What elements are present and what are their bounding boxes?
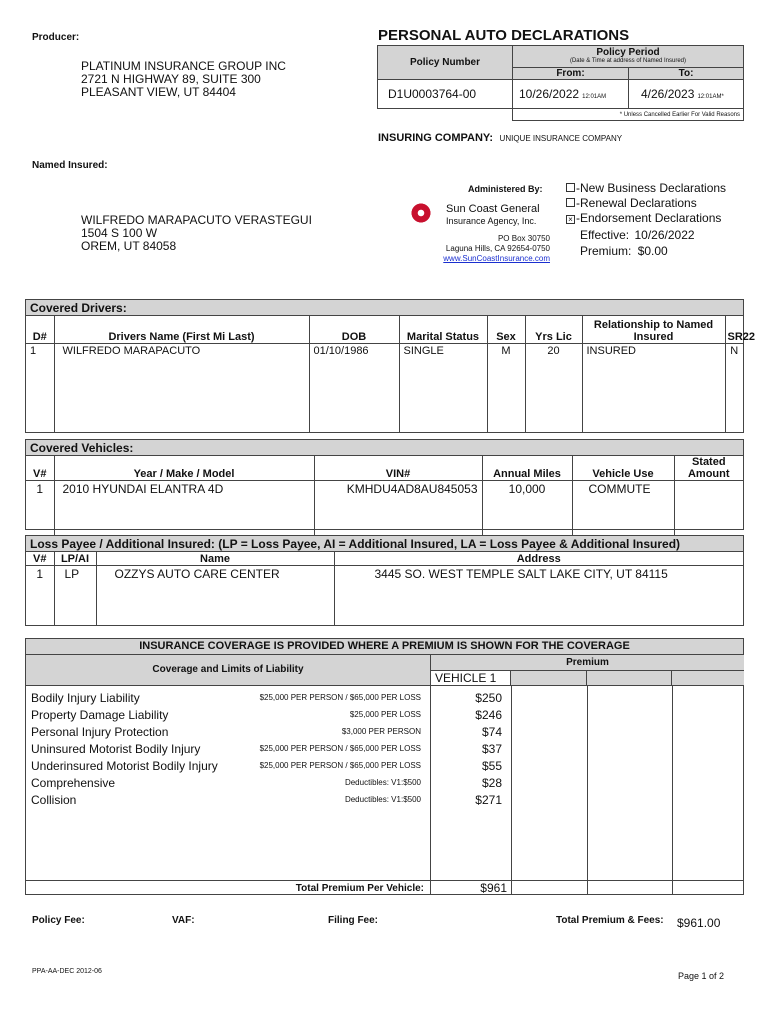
vehicles-header-cell: V# — [26, 456, 54, 481]
vehicle-2-header — [511, 671, 587, 685]
loss-payee-table — [26, 552, 743, 625]
coverage-row — [26, 740, 506, 757]
insured-address1: 1504 S 100 W — [81, 226, 158, 240]
covered-drivers-title: Covered Drivers: — [26, 300, 743, 316]
vehicle-3-header — [587, 671, 672, 685]
administered-by-label: Administered By: — [468, 184, 543, 194]
loss-payee-section — [25, 535, 744, 626]
producer-address2: PLEASANT VIEW, UT 84404 — [81, 85, 236, 99]
to-header: To: — [629, 68, 744, 80]
producer-address1: 2721 N HIGHWAY 89, SUITE 300 — [81, 72, 261, 86]
suncoast-logo — [410, 202, 432, 229]
form-number: PPA-AA-DEC 2012-06 — [32, 968, 102, 975]
coverage-limit: $3,000 PER PERSON — [341, 727, 421, 736]
covered-vehicles-title: Covered Vehicles: — [26, 440, 743, 456]
admin-city: Laguna Hills, CA 92654-0750 — [445, 244, 550, 253]
admin-name-line1: Sun Coast General — [446, 203, 540, 215]
coverage-limit: $25,000 PER PERSON / $65,000 PER LOSS — [259, 693, 421, 702]
covered-vehicles-section — [25, 439, 744, 530]
to-time: 12:01AM* — [697, 94, 724, 100]
vehicle-columns-header — [431, 671, 744, 685]
effective-label: Effective: — [580, 228, 630, 242]
from-header: From: — [513, 68, 629, 80]
premium-row — [580, 243, 695, 259]
coverage-row — [26, 706, 506, 723]
vehicle-1-header: VEHICLE 1 — [431, 671, 511, 685]
vehicles-header-cell: Vehicle Use — [572, 456, 674, 481]
coverage-name: Comprehensive — [31, 775, 116, 790]
policy-footnote: * Unless Cancelled Earlier For Valid Reasons — [513, 109, 744, 121]
from-time: 12:01AM — [582, 94, 607, 100]
checked-checkbox-icon: × — [566, 215, 575, 224]
coverage-limits-header: Coverage and Limits of Liability — [26, 655, 430, 686]
declaration-type-label: -Endorsement Declarations — [576, 211, 722, 225]
vaf-label: VAF: — [172, 915, 195, 926]
policy-period-header — [513, 46, 744, 68]
page-number: Page 1 of 2 — [678, 971, 725, 981]
lp-cell: 3445 SO. WEST TEMPLE SALT LAKE CITY, UT 84115 — [374, 566, 668, 581]
vehicles-cell: KMHDU4AD8AU845053 — [314, 481, 482, 540]
lp-cell: LP — [54, 565, 96, 625]
drivers-table — [26, 316, 756, 432]
drivers-header-cell: Drivers Name (First Mi Last) — [54, 316, 309, 343]
lp-header-cell: Address — [334, 552, 743, 565]
lp-cell: OZZYS AUTO CARE CENTER — [96, 565, 334, 625]
premium-label: Premium: — [580, 244, 632, 258]
coverage-limit: Deductibles: V1:$500 — [344, 795, 421, 804]
policy-to — [629, 80, 744, 109]
drivers-cell: WILFREDO MARAPACUTO — [54, 343, 309, 432]
policy-from — [513, 80, 629, 109]
page-title: PERSONAL AUTO DECLARATIONS — [378, 27, 630, 44]
drivers-header-cell: Yrs Lic — [525, 316, 582, 343]
admin-name-line2: Insurance Agency, Inc. — [446, 216, 537, 226]
coverage-premium: $250 — [475, 690, 502, 705]
admin-website-link[interactable]: www.SunCoastInsurance.com — [443, 254, 550, 263]
coverage-premium: $74 — [481, 724, 502, 739]
producer-name: PLATINUM INSURANCE GROUP INC — [81, 59, 286, 73]
drivers-cell: 20 — [525, 343, 582, 432]
insured-address2: OREM, UT 84058 — [81, 239, 177, 253]
lp-cell: 1 — [26, 565, 54, 625]
coverage-premium: $271 — [475, 792, 502, 807]
vehicles-header-cell: Annual Miles — [482, 456, 572, 481]
declaration-type-item — [566, 211, 726, 226]
drivers-row — [26, 343, 743, 432]
drivers-header-cell: Relationship to Named Insured — [582, 316, 725, 343]
vehicles-cell — [674, 481, 743, 540]
to-date: 4/26/2023 — [641, 87, 695, 101]
coverage-premium: $28 — [481, 775, 502, 790]
declaration-type-item — [566, 196, 726, 211]
col-divider — [672, 686, 673, 895]
drivers-header-cell: DOB — [309, 316, 399, 343]
loss-payee-title: Loss Payee / Additional Insured: (LP = Loss Payee, AI = Additional Insured, LA = Loss Payee & Additional Insured) — [26, 536, 743, 552]
producer-block — [81, 60, 286, 99]
drivers-cell: 01/10/1986 — [309, 343, 399, 432]
from-date: 10/26/2022 — [519, 87, 580, 101]
vehicles-row — [26, 481, 743, 540]
coverage-name: Bodily Injury Liability — [31, 690, 140, 705]
insuring-company-label: INSURING COMPANY: — [378, 132, 494, 144]
vehicles-cell: 10,000 — [482, 481, 572, 540]
vehicles-cell: 2010 HYUNDAI ELANTRA 4D — [54, 481, 314, 540]
vehicles-header-cell: Stated Amount — [674, 456, 743, 481]
coverage-limit: Deductibles: V1:$500 — [344, 778, 421, 787]
producer-label: Producer: — [32, 32, 80, 43]
col-divider — [511, 686, 512, 895]
col-divider — [587, 686, 588, 895]
vehicles-header-cell: Year / Make / Model — [54, 456, 314, 481]
insuring-company — [378, 128, 622, 146]
coverage-limit: $25,000 PER LOSS — [349, 710, 421, 719]
coverage-premium: $55 — [481, 758, 502, 773]
vehicles-header-row — [26, 456, 743, 481]
policy-period-note: (Date & Time at address of Named Insured) — [569, 58, 687, 64]
insuring-company-value: UNIQUE INSURANCE COMPANY — [499, 134, 623, 143]
total-fees-value: $961.00 — [677, 916, 721, 930]
drivers-cell: INSURED — [582, 343, 725, 432]
declaration-type-label: -New Business Declarations — [576, 181, 727, 195]
coverage-limit: $25,000 PER PERSON / $65,000 PER LOSS — [259, 761, 421, 770]
coverage-row — [26, 757, 506, 774]
policy-fee-label: Policy Fee: — [32, 915, 85, 926]
lp-header-cell: LP/AI — [54, 552, 96, 565]
total-fees-label: Total Premium & Fees: — [556, 915, 664, 926]
coverage-banner: INSURANCE COVERAGE IS PROVIDED WHERE A PREMIUM IS SHOWN FOR THE COVERAGE — [26, 639, 743, 655]
drivers-cell: M — [487, 343, 525, 432]
policy-period-label: Policy Period — [596, 47, 660, 58]
coverage-row — [26, 723, 506, 740]
coverage-premium: $37 — [481, 741, 502, 756]
admin-address — [420, 234, 550, 264]
coverage-name: Property Damage Liability — [31, 707, 169, 722]
coverage-name: Personal Injury Protection — [31, 724, 169, 739]
declaration-types — [566, 181, 726, 226]
total-per-vehicle-value: $961 — [480, 881, 507, 895]
coverage-row — [26, 791, 506, 808]
drivers-header-cell: SR22 — [725, 316, 743, 343]
named-insured-block — [81, 214, 312, 253]
coverage-row — [26, 774, 506, 791]
policy-info-table — [377, 45, 744, 121]
filing-fee-label: Filing Fee: — [328, 915, 378, 926]
coverage-limit: $25,000 PER PERSON / $65,000 PER LOSS — [259, 744, 421, 753]
effective-premium — [580, 227, 695, 259]
lp-row — [26, 565, 743, 625]
vehicles-cell: COMMUTE — [572, 481, 674, 540]
drivers-header-cell: D# — [26, 316, 54, 343]
premium-value: $0.00 — [637, 244, 668, 258]
policy-number: D1U0003764-00 — [378, 80, 513, 109]
coverage-name: Underinsured Motorist Bodily Injury — [31, 758, 218, 773]
drivers-cell: N — [730, 344, 739, 357]
declaration-type-label: -Renewal Declarations — [576, 196, 697, 210]
drivers-cell: SINGLE — [399, 343, 487, 432]
admin-pobox: PO Box 30750 — [497, 234, 550, 243]
premium-header: Premium — [431, 655, 744, 671]
lp-header-cell: V# — [26, 552, 54, 565]
covered-drivers-section — [25, 299, 756, 433]
coverage-premium: $246 — [475, 707, 502, 722]
total-per-vehicle-label: Total Premium Per Vehicle: — [295, 883, 424, 894]
coverage-section — [25, 638, 744, 895]
declaration-type-item — [566, 181, 726, 196]
checkbox-icon — [566, 198, 575, 207]
policy-number-header: Policy Number — [378, 46, 513, 80]
lp-header-cell: Name — [96, 552, 334, 565]
effective-row — [580, 227, 695, 243]
coverage-row — [26, 689, 506, 706]
coverage-name: Collision — [31, 792, 77, 807]
drivers-header-cell: Marital Status — [399, 316, 487, 343]
coverage-name: Uninsured Motorist Bodily Injury — [31, 741, 201, 756]
loss-payee-header-row — [26, 552, 743, 565]
total-row-divider — [26, 880, 744, 881]
vehicles-table — [26, 456, 743, 540]
coverage-list — [26, 689, 506, 808]
admin-name — [446, 203, 540, 227]
vehicles-header-cell: VIN# — [314, 456, 482, 481]
insured-name: WILFREDO MARAPACUTO VERASTEGUI — [81, 213, 312, 227]
sun-logo-icon — [410, 202, 432, 224]
premium-header-block — [430, 655, 744, 686]
checkbox-icon — [566, 183, 575, 192]
drivers-header-row — [26, 316, 743, 343]
named-insured-label: Named Insured: — [32, 160, 108, 171]
vehicles-cell: 1 — [26, 481, 54, 540]
effective-value: 10/26/2022 — [634, 228, 695, 242]
drivers-cell: 1 — [26, 343, 54, 432]
drivers-header-cell: Sex — [487, 316, 525, 343]
vehicle-4-header — [672, 671, 744, 685]
